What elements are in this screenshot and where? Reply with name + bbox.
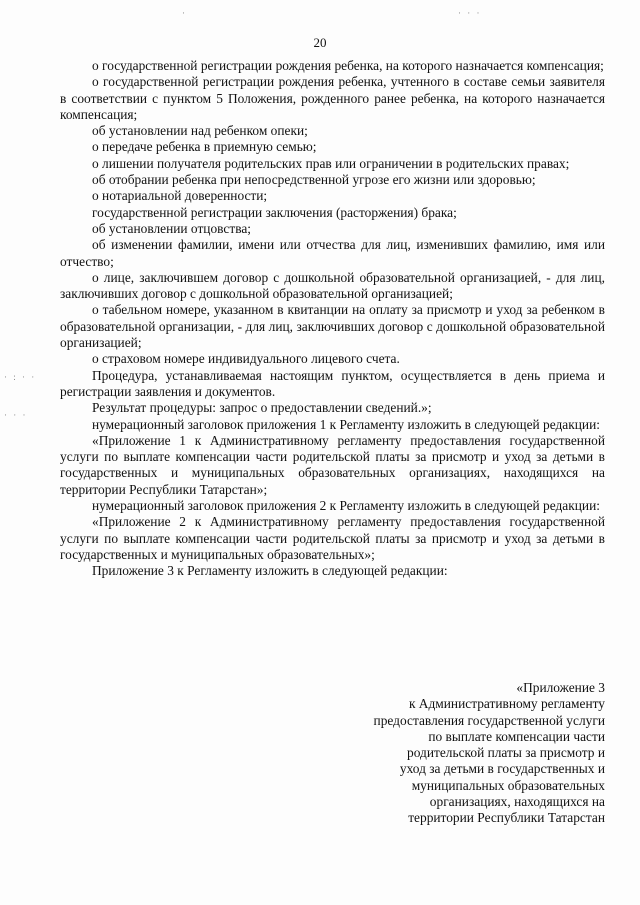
paragraph: о нотариальной доверенности; <box>92 188 268 204</box>
paragraph: Результат процедуры: запрос о предоставлении сведений.»; <box>92 400 432 416</box>
paragraph: о табельном номере, указанном в квитанции на оплату за присмотр и уход за ребенком в образовательной организации, - для лиц, заключивших договор с дошкольной образовательной организацией; <box>60 302 605 351</box>
paragraph: о лишении получателя родительских прав или ограничении в родительских правах; <box>92 155 570 171</box>
paragraph: о лице, заключившем договор с дошкольной образовательной организацией, - для лиц, заключивших договор с дошкольной образовательной организацией; <box>60 269 605 302</box>
appendix-heading-line: к Административному регламенту <box>408 696 605 712</box>
paragraph: об установлении отцовства; <box>92 220 252 236</box>
scan-speck: · · · <box>4 410 28 420</box>
paragraph: об установлении над ребенком опеки; <box>92 123 308 139</box>
appendix-heading-line: муниципальных образовательных <box>411 777 605 793</box>
appendix-heading-line: организациях, находящихся на <box>429 794 605 810</box>
paragraph: Приложение 3 к Регламенту изложить в следующей редакции: <box>92 563 448 579</box>
appendix-heading-line: родительской платы за присмотр и <box>407 745 605 761</box>
scan-speck: · · · <box>458 8 482 18</box>
appendix-heading-line: «Приложение 3 <box>516 680 605 695</box>
paragraph: о государственной регистрации рождения ребенка, учтенного в составе семьи заявителя в соответствии с пунктом 5 Положения, рожденного ранее ребенка, на которого назначается компенсация; <box>60 74 605 122</box>
scan-speck: · : · · <box>4 372 37 382</box>
appendix-heading-line: по выплате компенсации части <box>428 728 605 744</box>
paragraph: «Приложение 2 к Административному регламенту предоставления государственной услуги по выплате компенсации части родительской платы за присмотр и уход за детьми в государственных и муниципальных образовательных»; <box>60 514 605 562</box>
paragraph: Процедура, устанавливаемая настоящим пунктом, осуществляется в день приема и регистрации заявления и документов. <box>60 367 605 399</box>
page-number: 20 <box>313 35 327 50</box>
appendix-heading-line: уход за детьми в государственных и <box>399 761 605 777</box>
paragraph: государственной регистрации заключения (расторжения) брака; <box>92 204 457 220</box>
paragraph: «Приложение 1 к Административному регламенту предоставления государственной услуги по выплате компенсации части родительской платы за присмотр и уход за детьми в государственных и муниципальных образовательных организациях, находящихся на территории Республики Татарстан»; <box>60 432 605 497</box>
scan-speck: · <box>182 8 187 18</box>
appendix-heading-line: предоставления государственной услуги <box>373 712 605 728</box>
paragraph: о передаче ребенка в приемную семью; <box>92 139 317 155</box>
paragraph: о государственной регистрации рождения ребенка, на которого назначается компенсация; <box>92 58 604 73</box>
paragraph: нумерационный заголовок приложения 1 к Регламенту изложить в следующей редакции: <box>92 416 600 432</box>
paragraph: нумерационный заголовок приложения 2 к Регламенту изложить в следующей редакции: <box>92 498 600 514</box>
document-body <box>60 58 605 580</box>
paragraph: об отобрании ребенка при непосредственной угрозе его жизни или здоровью; <box>92 172 536 188</box>
appendix-heading-block <box>330 680 605 827</box>
paragraph: о страховом номере индивидуального лицевого счета. <box>92 351 400 367</box>
paragraph: об изменении фамилии, имени или отчества для лиц, изменивших фамилию, имя или отчество; <box>60 237 605 269</box>
appendix-heading-line: территории Республики Татарстан <box>408 810 605 826</box>
